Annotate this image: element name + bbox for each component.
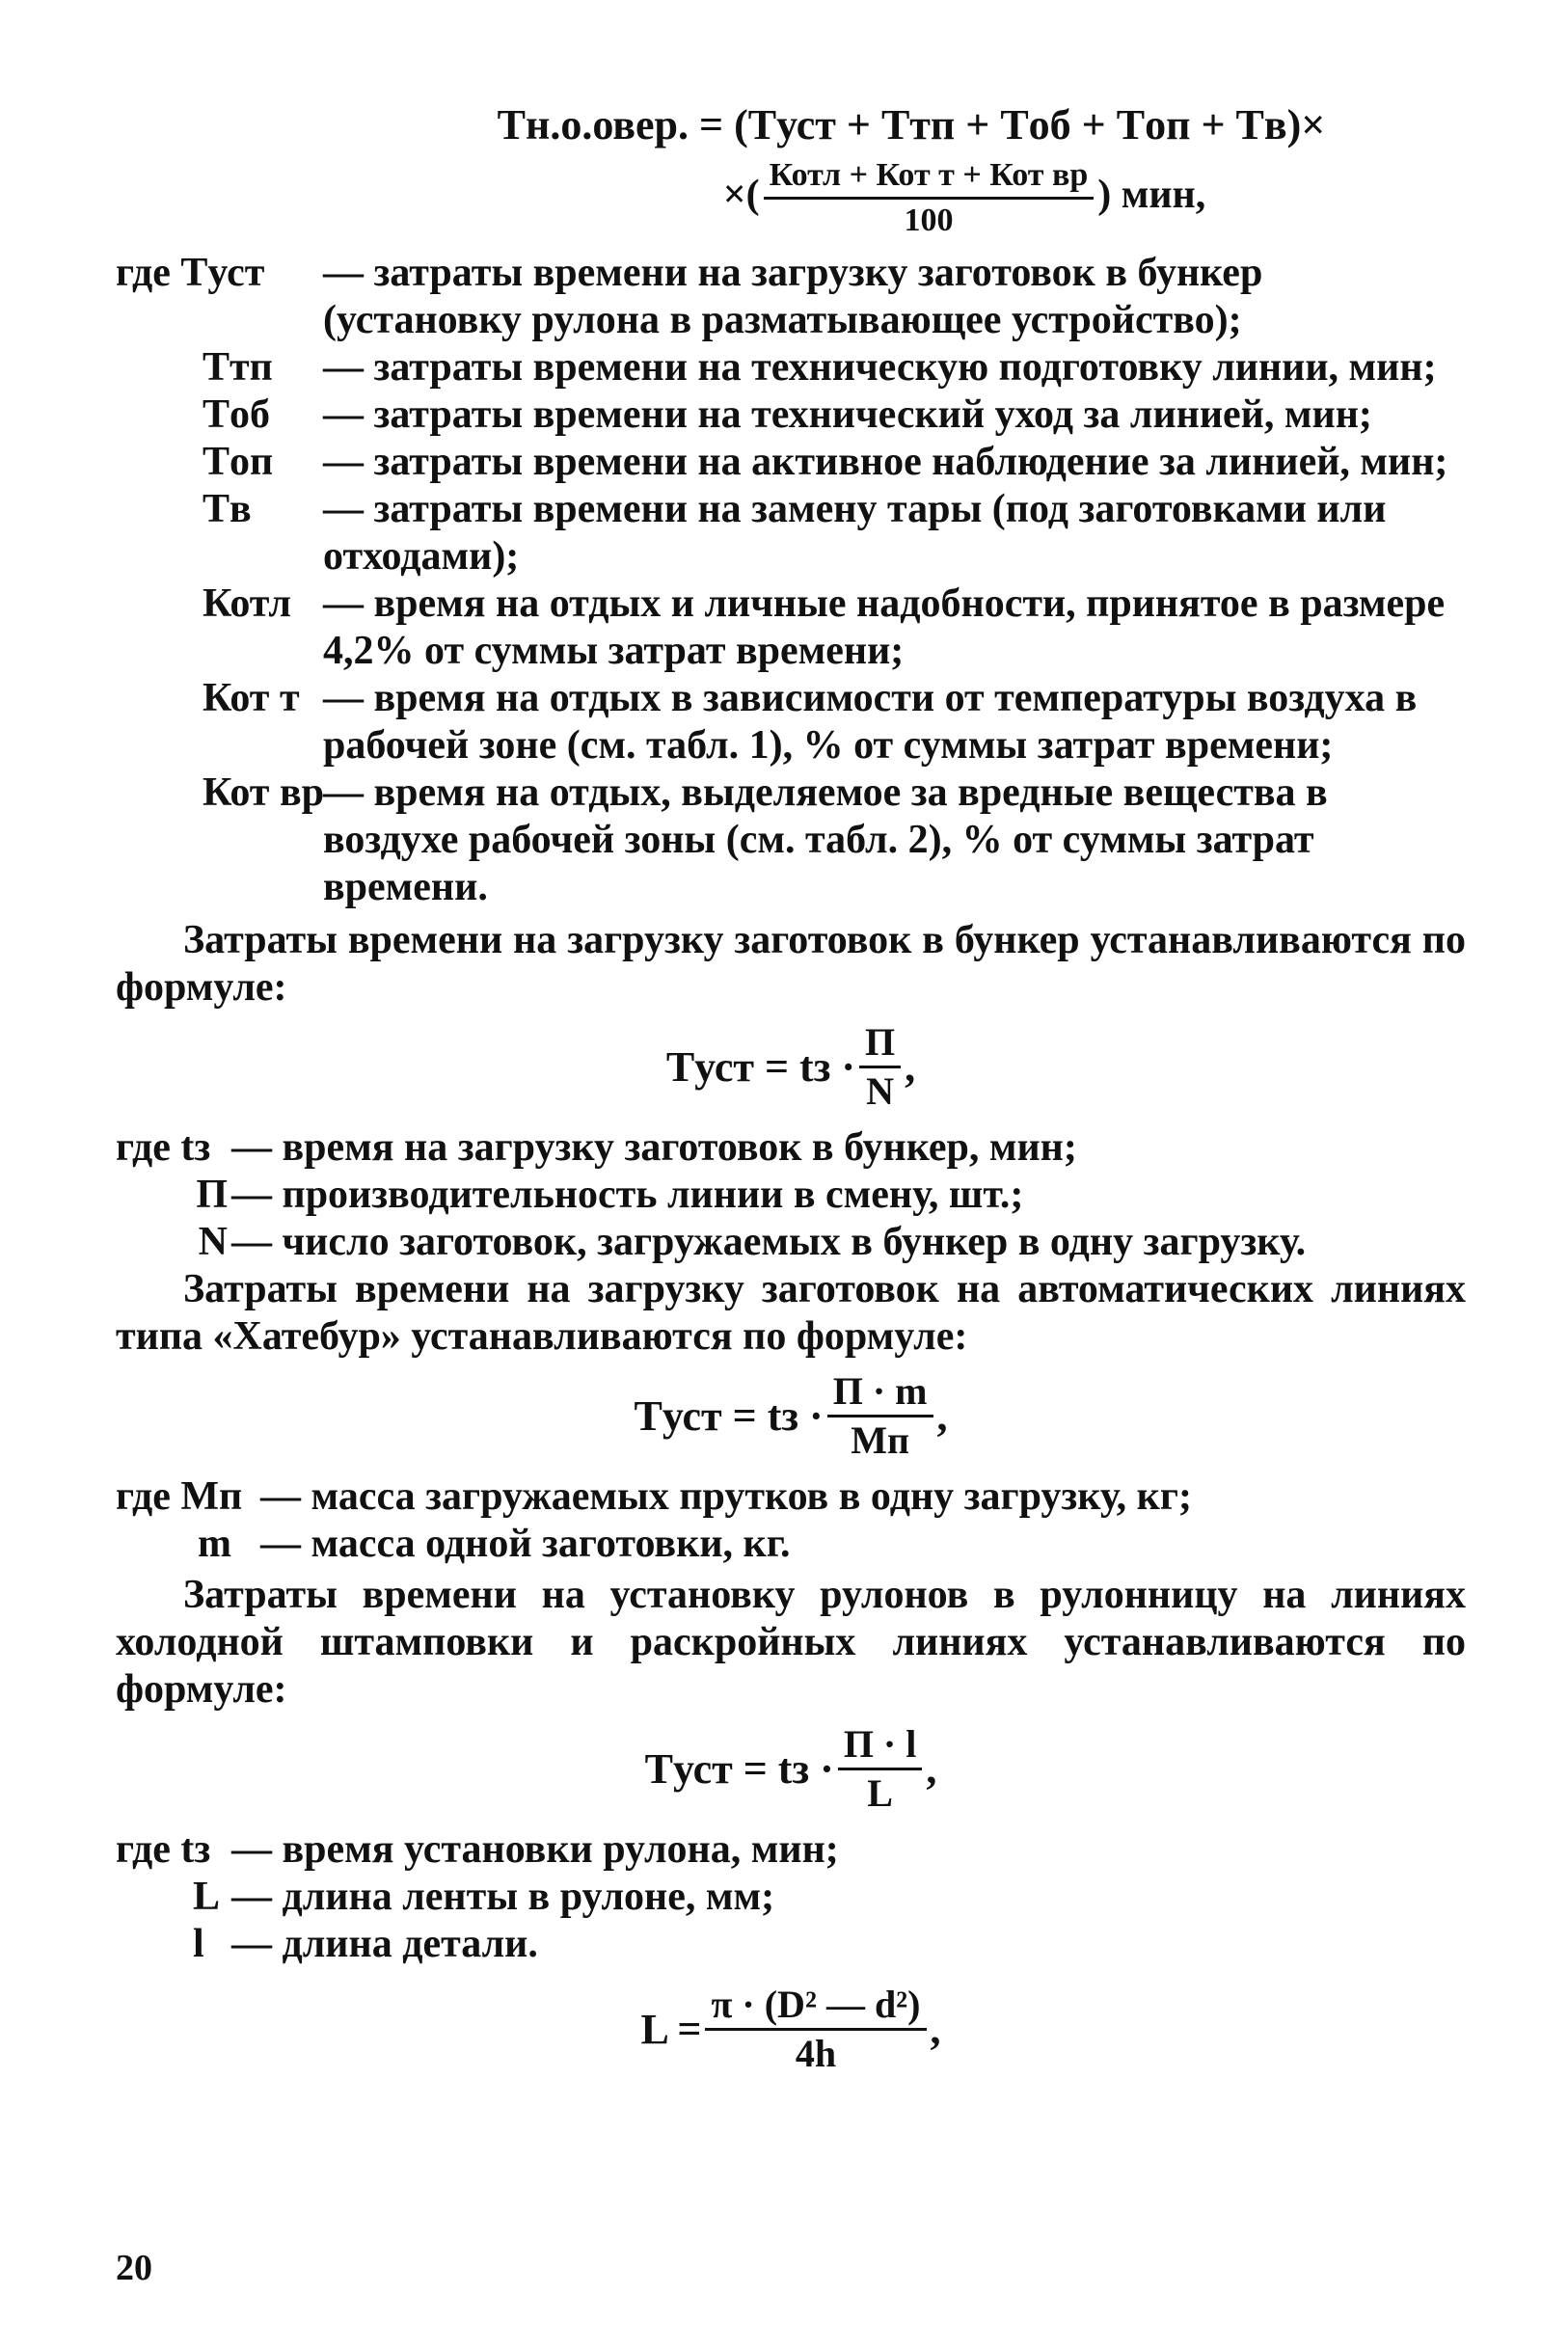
definition-symbol: Tтп — [203, 345, 273, 390]
where-symbol: где tз — [116, 1125, 211, 1170]
main-formula — [357, 96, 1466, 242]
formula-2-tail: , — [936, 1392, 948, 1440]
where-symbol: m — [198, 1522, 231, 1566]
definition-symbol: где Tуст — [116, 251, 265, 295]
where-row — [116, 1172, 1466, 1219]
where-text: — длина детали. — [231, 1922, 538, 1966]
definition-text: — затраты времени на технический уход за линией, мин; — [323, 392, 1372, 437]
where-row — [116, 1826, 1466, 1874]
where-text: — масса одной заготовки, кг. — [260, 1522, 791, 1566]
where-row — [116, 1473, 1466, 1521]
formula-3-fraction — [838, 1721, 923, 1817]
definitions-list — [116, 250, 1466, 911]
where-text: — число заготовок, загружаемых в бункер в одну загрузку. — [231, 1220, 1307, 1264]
formula-2 — [116, 1368, 1466, 1464]
definition-row — [116, 580, 1466, 675]
where-symbol: l — [193, 1922, 204, 1966]
where-row — [116, 1874, 1466, 1921]
formula-1-tail: , — [905, 1043, 916, 1091]
formula-4-tail: , — [930, 2006, 941, 2053]
definition-row — [116, 392, 1466, 439]
definition-text: — время на отдых и личные надобности, принятое в размере 4,2% от суммы затрат времени; — [323, 581, 1446, 673]
definition-row — [116, 250, 1466, 344]
formula-4-denominator: 4h — [795, 2032, 837, 2075]
where-text: — длина ленты в рулоне, мм; — [231, 1875, 775, 1919]
where-text: — время установки рулона, мин; — [231, 1827, 839, 1872]
where-row — [116, 1921, 1466, 1968]
where-symbol: П — [196, 1173, 228, 1217]
formula-3-tail: , — [926, 1745, 937, 1793]
definition-row — [116, 439, 1466, 486]
main-formula-suffix: ) мин, — [1097, 173, 1206, 218]
formula-3-numerator: П · l — [838, 1721, 923, 1770]
definition-text: — затраты времени на активное наблюдение за линией, мин; — [323, 440, 1448, 484]
formula-1 — [116, 1019, 1466, 1115]
formula-4 — [116, 1982, 1466, 2077]
main-formula-denominator: 100 — [904, 202, 954, 238]
where-row — [116, 1124, 1466, 1172]
where-symbol: N — [198, 1220, 228, 1264]
main-formula-line1: Tн.о.овер. = (Tуст + Tтп + Tоб + Tоп + Tв)× — [497, 101, 1326, 148]
paragraph-3: Затраты времени на установку рулонов в рулонницу на линиях холодной штамповки и раскройных линиях устанавливаются по формуле: — [116, 1573, 1466, 1712]
formula-4-fraction — [705, 1982, 926, 2077]
definition-text: — время на отдых, выделяемое за вредные вещества в воздухе рабочей зоны (см. табл. 2), % от суммы затрат времени. — [323, 770, 1328, 909]
definition-text: — время на отдых в зависимости от температуры воздуха в рабочей зоне (см. табл. 1), % от суммы затрат времени; — [323, 676, 1418, 768]
formula-3-denominator: L — [867, 1771, 893, 1815]
formula-1-numerator: П — [859, 1019, 901, 1068]
where-symbol: L — [193, 1875, 221, 1919]
paragraph-1: Затраты времени на загрузку заготовок в бункер устанавливаются по формуле: — [116, 918, 1466, 1010]
definition-row — [116, 770, 1466, 911]
where-text: — время на загрузку заготовок в бункер, мин; — [231, 1125, 1077, 1170]
definition-symbol: Кот т — [203, 676, 300, 720]
paragraph-2: Затраты времени на загрузку заготовок на автоматических линиях типа «Хатебур» устанавливаются по формуле: — [116, 1267, 1466, 1359]
where-list-2 — [116, 1473, 1466, 1568]
definition-row — [116, 486, 1466, 580]
formula-3 — [116, 1721, 1466, 1817]
where-text: — масса загружаемых прутков в одну загрузку, кг; — [260, 1474, 1192, 1519]
formula-3-lhs: Tуст = tз · — [644, 1745, 834, 1793]
formula-2-denominator: Mп — [851, 1418, 910, 1462]
where-symbol: где Mп — [116, 1474, 243, 1519]
formula-1-fraction — [859, 1019, 901, 1115]
definition-symbol: Котл — [203, 581, 291, 626]
formula-2-fraction — [827, 1368, 933, 1464]
formula-1-lhs: Tуст = tз · — [665, 1043, 856, 1091]
formula-2-numerator: П · m — [827, 1368, 933, 1418]
where-symbol: где tз — [116, 1827, 211, 1872]
where-list-1 — [116, 1124, 1466, 1266]
definition-text: — затраты времени на техническую подготовку линии, мин; — [323, 345, 1437, 390]
book-page — [116, 96, 1466, 2305]
main-formula-fraction — [764, 154, 1095, 242]
page-number: 20 — [116, 2248, 152, 2288]
main-formula-numerator: Котл + Кот т + Кот вр — [764, 154, 1095, 200]
where-row — [116, 1521, 1466, 1568]
formula-4-numerator: π · (D² — d²) — [705, 1982, 926, 2031]
formula-1-denominator: N — [866, 1069, 895, 1113]
definition-row — [116, 344, 1466, 392]
main-formula-line2 — [357, 154, 1466, 242]
where-row — [116, 1219, 1466, 1266]
formula-2-lhs: Tуст = tз · — [634, 1392, 824, 1440]
main-formula-prefix: ×( — [722, 173, 760, 218]
definition-row — [116, 675, 1466, 770]
where-text: — производительность линии в смену, шт.; — [231, 1173, 1024, 1217]
definition-symbol: Tоб — [203, 392, 271, 437]
definition-text: — затраты времени на загрузку заготовок в бункер (установку рулона в разматывающее устройство); — [323, 251, 1263, 342]
where-list-3 — [116, 1826, 1466, 1968]
definition-symbol: Tв — [203, 487, 252, 531]
definition-symbol: Кот вр — [203, 770, 324, 815]
definition-text: — затраты времени на замену тары (под заготовками или отходами); — [323, 487, 1387, 579]
formula-4-lhs: L = — [640, 2006, 702, 2053]
definition-symbol: Tоп — [203, 440, 274, 484]
